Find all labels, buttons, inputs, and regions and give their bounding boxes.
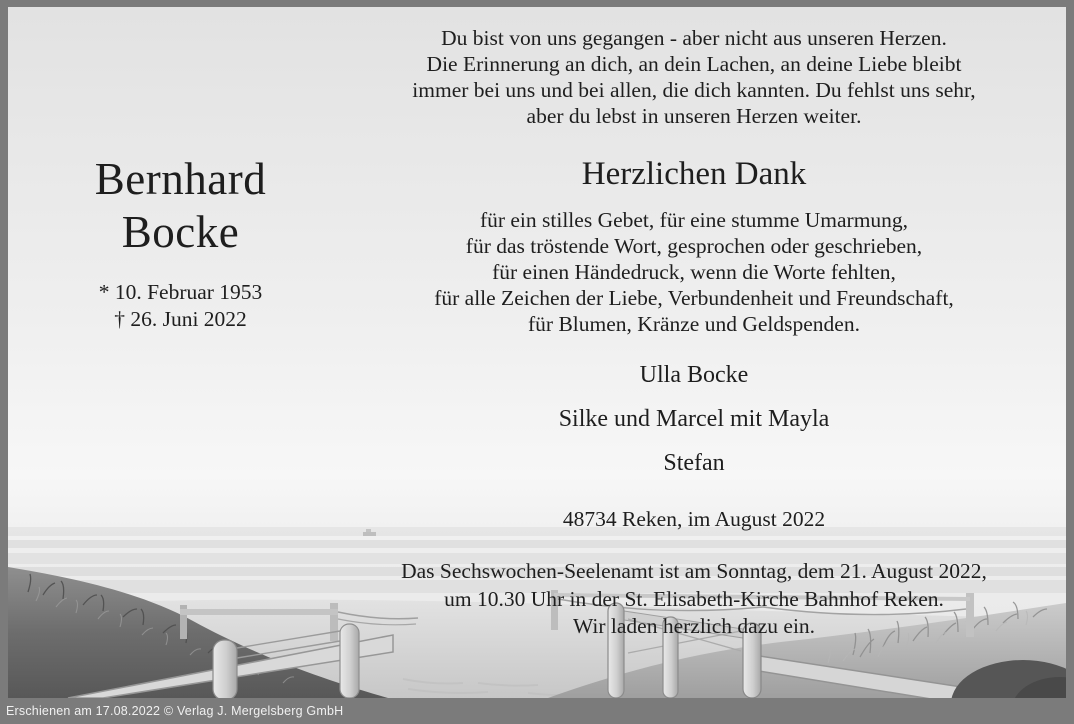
epigraph-line: Die Erinnerung an dich, an dein Lachen, an deine Liebe bleibt <box>426 52 962 76</box>
thanks-line: für das tröstende Wort, gesprochen oder geschrieben, <box>465 234 923 258</box>
epigraph <box>338 25 1050 129</box>
service-line: Wir laden herzlich dazu ein. <box>572 614 816 638</box>
thanks-heading: Herzlichen Dank <box>581 156 807 192</box>
thanks-paragraph <box>338 207 1050 337</box>
epigraph-line: aber du lebst in unseren Herzen weiter. <box>526 104 862 128</box>
mourner-name: Ulla Bocke <box>639 362 749 388</box>
life-dates <box>33 279 328 333</box>
service-announcement <box>338 558 1050 641</box>
publication-footer-text: Erschienen am 17.08.2022 © Verlag J. Mergelsberg GmbH <box>6 704 344 718</box>
memorial-photo <box>8 7 1066 698</box>
mourners-list <box>338 363 1050 495</box>
mourner-name: Silke und Marcel mit Mayla <box>558 406 830 432</box>
service-line: Das Sechswochen-Seelenamt ist am Sonntag, dem 21. August 2022, <box>401 559 987 583</box>
death-date: † 26. Juni 2022 <box>114 307 247 331</box>
thanks-line: für ein stilles Gebet, für eine stumme Umarmung, <box>479 208 909 232</box>
birth-date: * 10. Februar 1953 <box>98 280 263 304</box>
service-line: um 10.30 Uhr in der St. Elisabeth-Kirche Bahnhof Reken. <box>444 586 944 611</box>
mourner-name: Stefan <box>663 450 725 476</box>
publication-footer-bar <box>0 698 1074 724</box>
place-date-line: 48734 Reken, im August 2022 <box>562 507 826 531</box>
epigraph-line: Du bist von uns gegangen - aber nicht aus unseren Herzen. <box>441 26 947 50</box>
thanks-line: für Blumen, Kränze und Geldspenden. <box>528 312 860 336</box>
epigraph-line: immer bei uns und bei allen, die dich kannten. Du fehlst uns sehr, <box>412 78 976 102</box>
deceased-name <box>33 153 328 259</box>
thanks-line: für alle Zeichen der Liebe, Verbundenheit und Freundschaft, <box>434 286 954 310</box>
deceased-last-name: Bocke <box>121 207 240 257</box>
deceased-first-name: Bernhard <box>94 154 267 204</box>
thanks-line: für einen Händedruck, wenn die Worte fehlten, <box>492 260 896 284</box>
